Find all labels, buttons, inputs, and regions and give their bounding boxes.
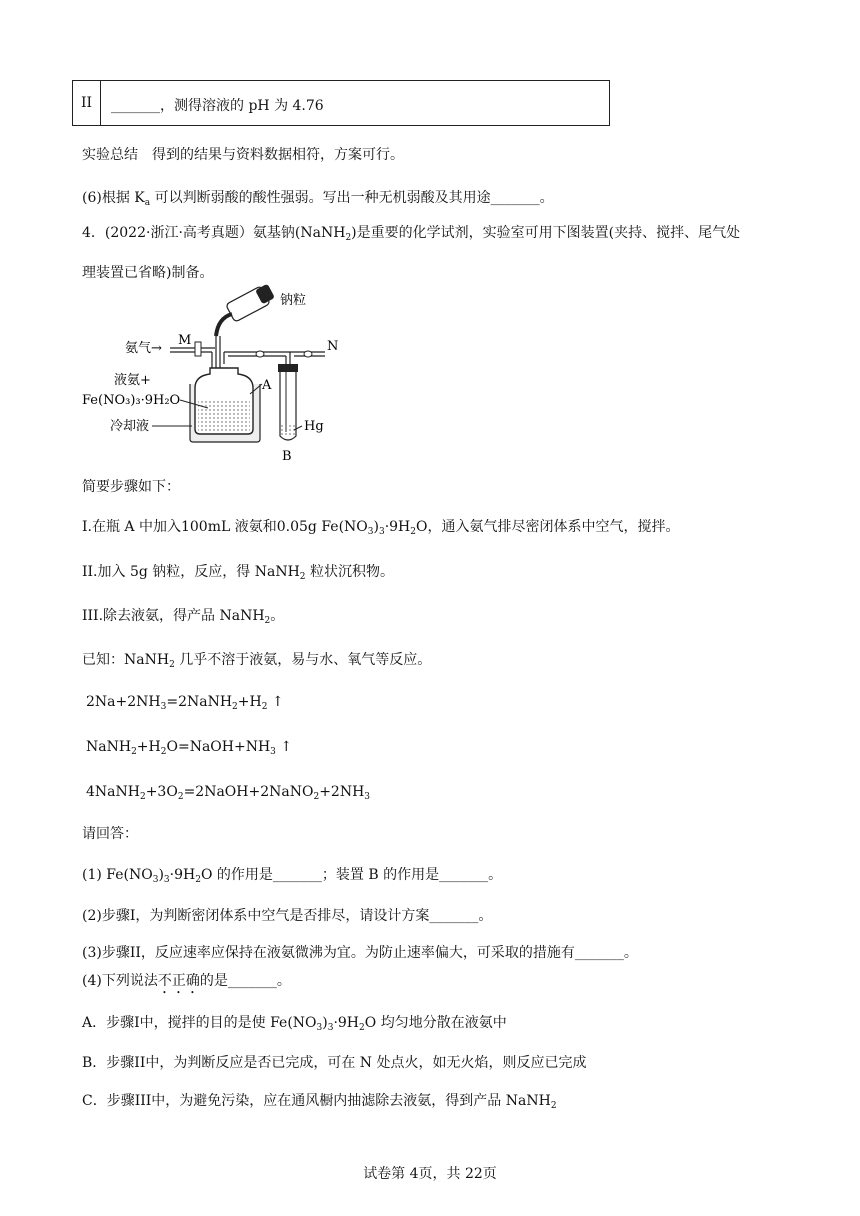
sub-question-2: (2)步骤I，为判断密闭体系中空气是否排尽，请设计方案_______。 xyxy=(82,908,493,924)
label-A: A xyxy=(262,378,272,393)
step1-text-b: (NO xyxy=(338,519,368,535)
known-info xyxy=(82,649,431,670)
eq1-sub: 3 xyxy=(160,702,167,712)
eq2-part: +H xyxy=(136,739,161,755)
page-footer: 试卷第 4页，共 22页 xyxy=(363,1166,497,1182)
sq4-emphasis: 不正确 xyxy=(157,973,200,989)
step2-text-a: II.加入 5g 钠粒，反应，得 NaNH xyxy=(82,564,300,580)
eq1-part: 2Na+2NH xyxy=(86,694,161,710)
optA-c: ·9H xyxy=(333,1015,360,1031)
eq1-arrow: ↑ xyxy=(267,694,284,710)
table-row-text: _______，测得溶液的 pH 为 4.76 xyxy=(111,98,324,114)
label-sodium: 钠粒 xyxy=(280,293,307,308)
sq1-b: ) xyxy=(158,867,164,883)
q4-intro-after: )是重要的化学试剂，实验室可用下图装置(夹持、搅拌、尾气处 xyxy=(351,225,741,241)
step2-text-b: 粒状沉积物。 xyxy=(305,564,394,580)
eq1-part: +H xyxy=(237,694,262,710)
eq2-part: O=NaOH+NH xyxy=(166,739,271,755)
sub-question-1 xyxy=(82,864,502,885)
option-C xyxy=(82,1090,557,1111)
step-3 xyxy=(82,605,284,626)
q6-prefix: (6)根据 K xyxy=(82,190,145,206)
label-liquid-line2: Fe(NO₃)₃·9H₂O xyxy=(82,393,181,408)
step3-text-b: 。 xyxy=(270,608,285,624)
eq3-sub: 2 xyxy=(313,792,320,802)
q4-intro-formula: NaNH xyxy=(300,225,346,241)
step3-sub: 2 xyxy=(264,616,271,626)
optA-s3: 2 xyxy=(359,1023,365,1033)
label-ammonia: 氨气→ xyxy=(125,341,162,356)
step-2 xyxy=(82,561,394,582)
experiment-summary: 实验总结 得到的结果与资料数据相符，方案可行。 xyxy=(82,147,404,163)
apparatus-figure xyxy=(80,284,360,464)
eq1-sub: 2 xyxy=(261,702,268,712)
step1-sub1: 3 xyxy=(367,527,374,537)
step3-text-a: III.除去液氨，得产品 NaNH xyxy=(82,608,265,624)
label-Hg: Hg xyxy=(304,419,324,434)
equation-3 xyxy=(86,784,370,802)
sq4-b: 的是_______。 xyxy=(199,973,291,989)
known-text-a: 已知：NaNH xyxy=(82,652,170,668)
eq2-part: NaNH xyxy=(86,739,132,755)
eq2-arrow: ↑ xyxy=(275,739,293,755)
eq3-sub: 2 xyxy=(177,792,184,802)
optC-sub: 2 xyxy=(550,1101,557,1111)
eq3-sub: 3 xyxy=(364,792,371,802)
sq1-s2: 3 xyxy=(163,875,170,885)
stopper-B xyxy=(278,364,298,372)
label-B: B xyxy=(282,449,292,464)
optA-a: A．步骤I中，搅拌的目的是使 Fe(NO xyxy=(82,1015,317,1031)
steps-title: 简要步骤如下： xyxy=(82,479,180,495)
optC-a: C．步骤III中，为避免污染，应在通风橱内抽滤除去液氨，得到产品 NaNH xyxy=(82,1093,551,1109)
label-N: N xyxy=(327,339,339,354)
step1-text-e: O，通入氨气排尽密闭体系中空气，搅拌。 xyxy=(416,519,680,535)
optA-s2: 3 xyxy=(327,1023,334,1033)
eq2-sub: 2 xyxy=(160,747,167,757)
sq1-d: O 的作用是_______；装置 B 的作用是_______。 xyxy=(200,867,503,883)
label-coolant: 冷却液 xyxy=(110,419,150,434)
step2-sub: 2 xyxy=(299,572,306,582)
liquid-ammonia xyxy=(198,399,250,431)
q6-suffix: 可以判断弱酸的酸性强弱。写出一种无机弱酸及其用途_______。 xyxy=(150,190,554,206)
question-4-intro-line1 xyxy=(82,222,740,243)
known-text-b: 几乎不溶于液氨，易与水、氧气等反应。 xyxy=(174,652,432,668)
option-A xyxy=(82,1012,507,1033)
eq3-part: +3O xyxy=(145,784,178,800)
label-M: M xyxy=(178,333,192,348)
sodium-bottle-icon xyxy=(216,284,275,336)
step1-text-d: ·9H xyxy=(384,519,411,535)
valve-M xyxy=(195,342,201,356)
answer-table-row xyxy=(72,80,610,126)
eq1-sub: 2 xyxy=(232,702,238,712)
sq1-s3: 2 xyxy=(195,875,201,885)
question-6 xyxy=(82,187,554,208)
known-sub: 2 xyxy=(169,660,175,670)
question-4-intro-line2: 理装置已省略)制备。 xyxy=(82,265,214,281)
answer-prompt: 请回答： xyxy=(82,826,138,842)
optA-b: ) xyxy=(322,1015,328,1031)
eq3-part: =2NaOH+2NaNO xyxy=(183,784,314,800)
step1-text-a: I.在瓶 A 中加入100mL 液氨和0.05g Fe xyxy=(82,519,339,535)
q6-sub: a xyxy=(144,198,151,208)
q4-intro-before: 4．(2022·浙江·高考真题）氨基钠( xyxy=(82,225,301,241)
sq4-a: (4)下列说法 xyxy=(82,973,158,989)
eq2-sub: 3 xyxy=(270,747,276,757)
label-liquid-line1: 液氨+ xyxy=(114,373,151,388)
sq1-s1: 3 xyxy=(152,875,159,885)
equation-2 xyxy=(86,739,292,757)
q4-intro-formula-sub: 2 xyxy=(345,233,352,243)
sq1-a: (1) Fe(NO xyxy=(82,867,153,883)
step1-text-c: ) xyxy=(373,519,379,535)
table-row-label: II xyxy=(81,95,93,111)
step1-sub3: 2 xyxy=(410,527,417,537)
eq2-sub: 2 xyxy=(131,747,137,757)
sub-question-4 xyxy=(82,970,291,997)
sq1-c: ·9H xyxy=(169,867,196,883)
optA-s1: 3 xyxy=(316,1023,323,1033)
step1-sub2: 3 xyxy=(378,527,385,537)
equation-1 xyxy=(86,694,284,712)
sub-question-3: (3)步骤II，反应速率应保持在液氨微沸为宜。为防止速率偏大，可采取的措施有_______。 xyxy=(82,945,638,961)
table-row-label-cell xyxy=(73,81,101,125)
eq3-part: +2NH xyxy=(319,784,365,800)
eq3-sub: 2 xyxy=(139,792,146,802)
eq3-part: 4NaNH xyxy=(86,784,140,800)
option-B: B．步骤II中，为判断反应是否已完成，可在 N 处点火，如无火焰，则反应已完成 xyxy=(82,1055,587,1071)
step-1 xyxy=(82,516,680,537)
mercury xyxy=(281,424,295,436)
eq1-part: =2NaNH xyxy=(166,694,233,710)
optA-d: O 均匀地分散在液氨中 xyxy=(364,1015,507,1031)
